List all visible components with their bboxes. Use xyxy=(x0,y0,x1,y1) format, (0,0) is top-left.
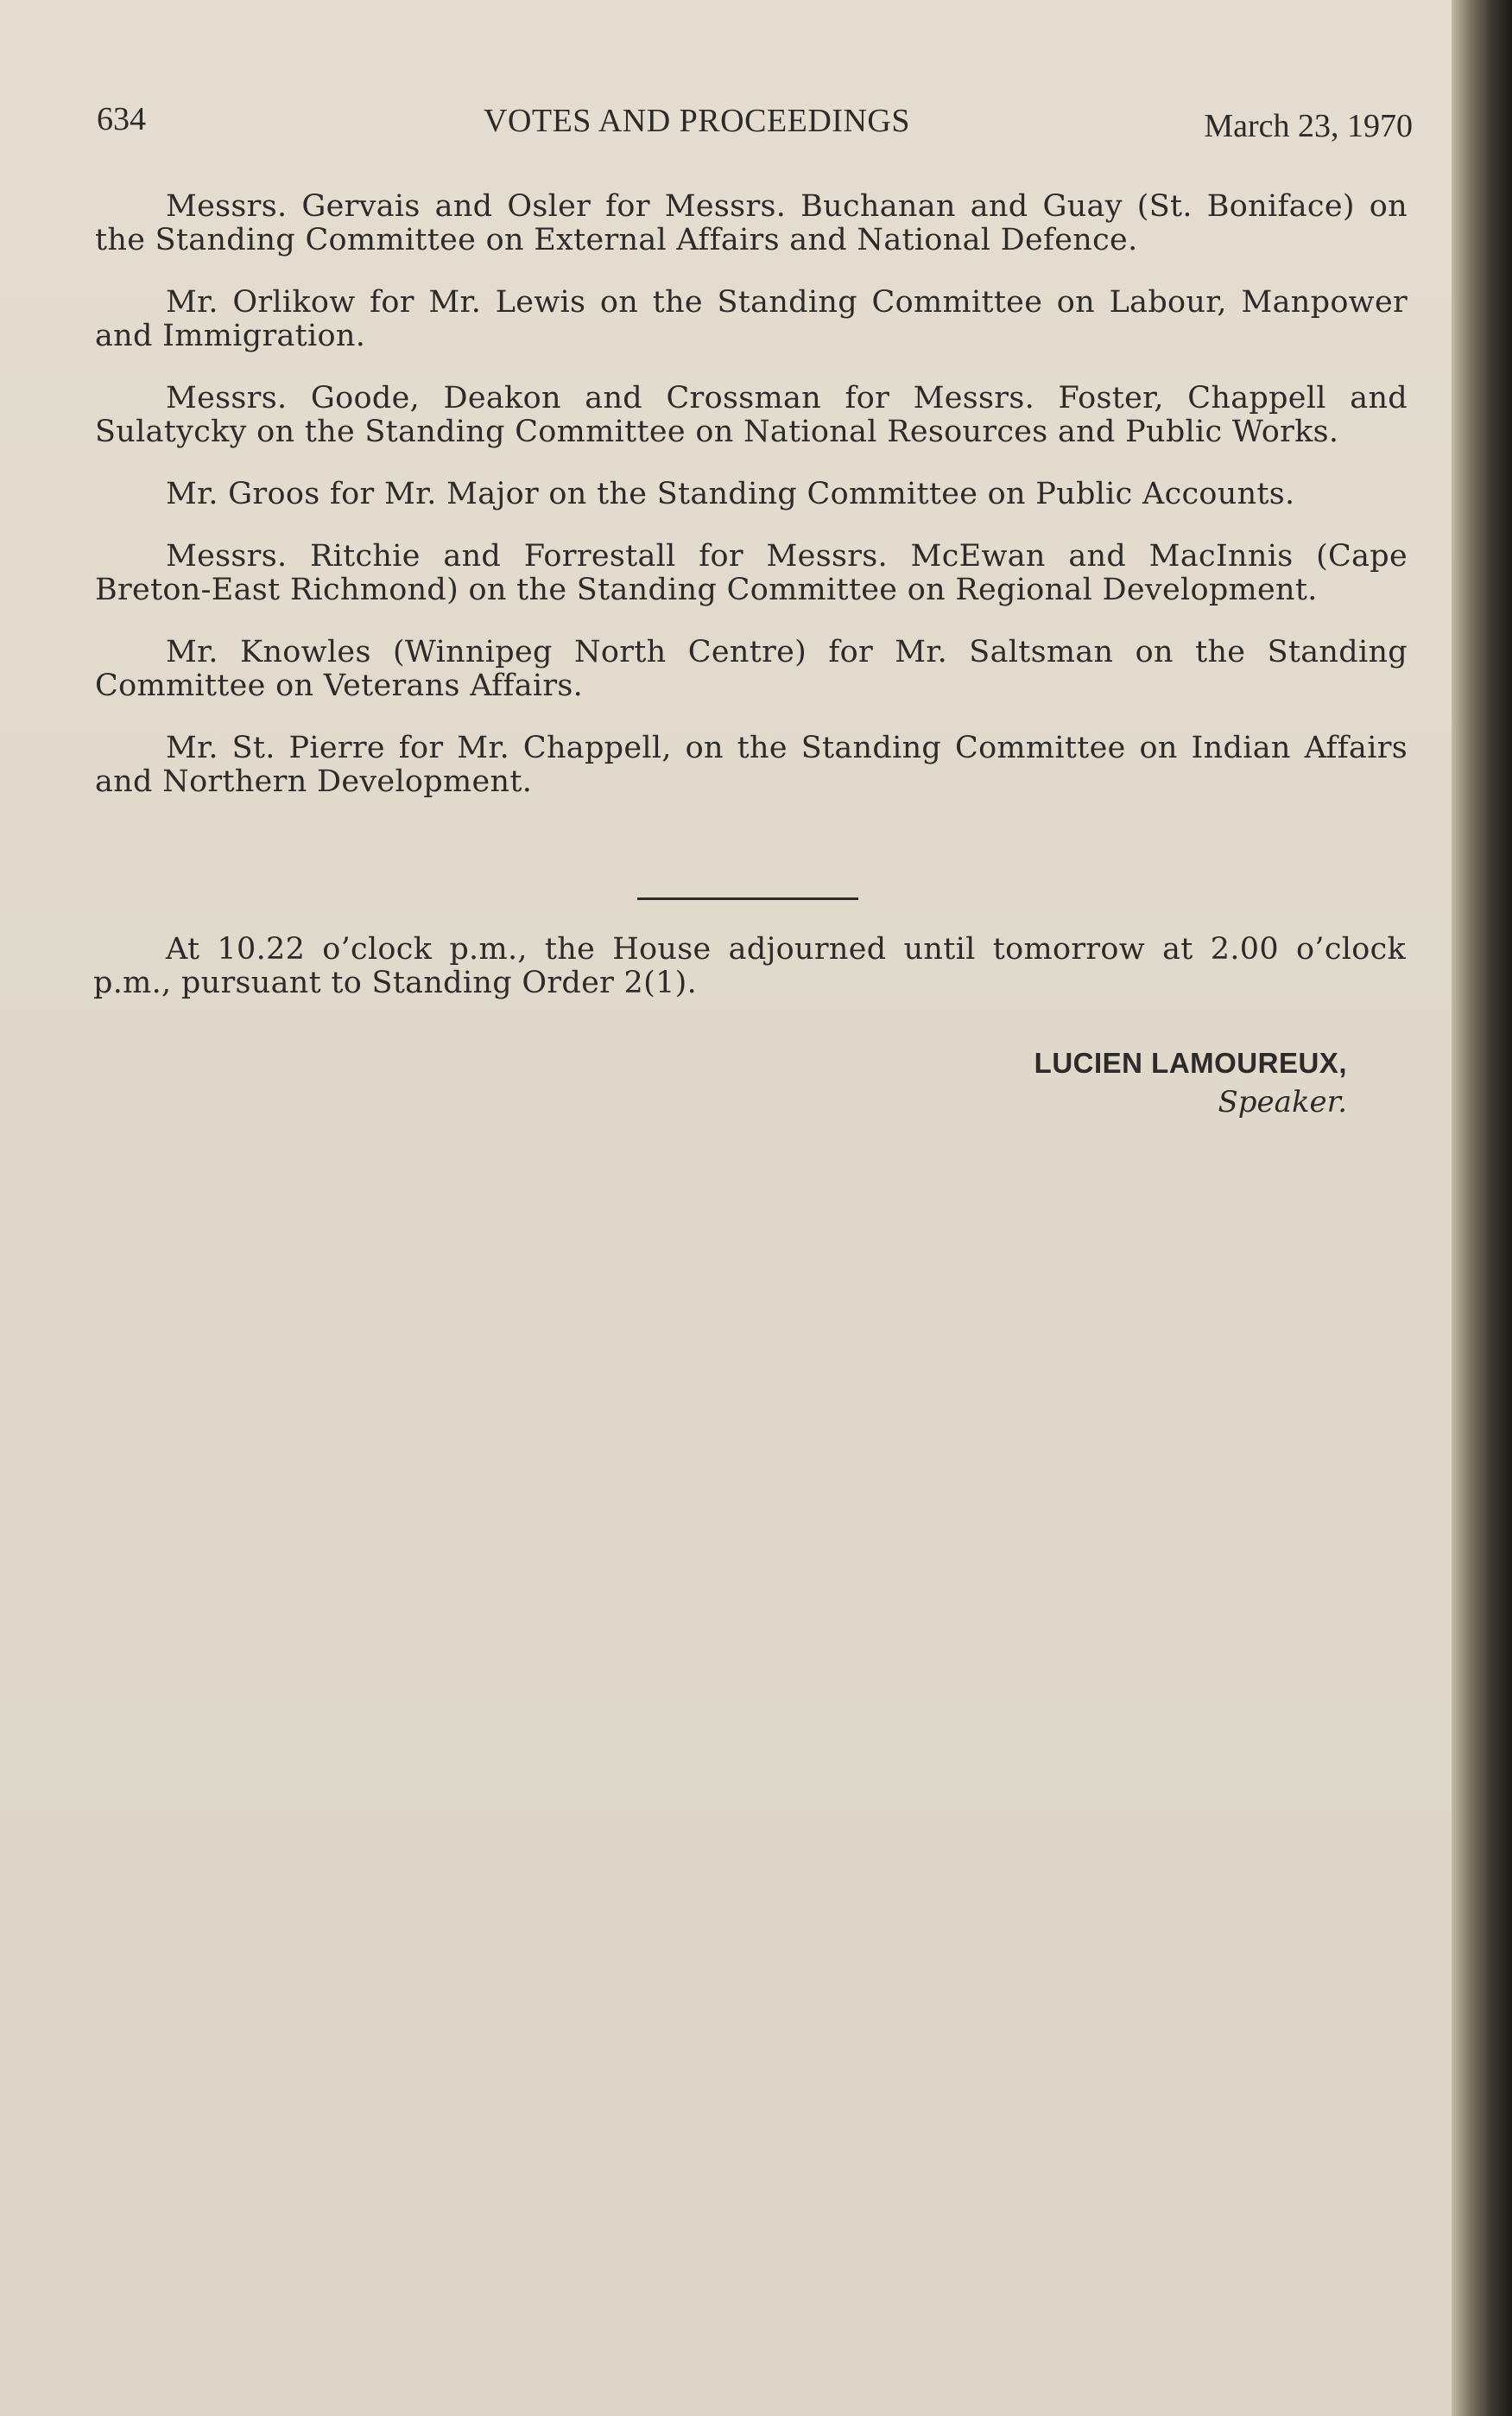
adjournment-notice: At 10.22 o’clock p.m., the House adjourned until tomorrow at 2.00 o’clock p.m., pursuant to Standing Order 2(1). xyxy=(93,932,1406,1000)
speaker-name: LUCIEN LAMOUREUX, xyxy=(1034,1047,1347,1079)
paragraph-labour: Mr. Orlikow for Mr. Lewis on the Standing Committee on Labour, Manpower and Immigration. xyxy=(95,285,1408,353)
paragraph-public-accounts: Mr. Groos for Mr. Major on the Standing Committee on Public Accounts. xyxy=(166,477,1295,511)
section-divider xyxy=(637,897,858,900)
book-spine-shadow xyxy=(1452,0,1512,2416)
paragraph-external-affairs: Messrs. Gervais and Osler for Messrs. Buchanan and Guay (St. Boniface) on the Standing Committee on External Affairs and National Defence. xyxy=(95,189,1408,257)
paragraph-indian-affairs: Mr. St. Pierre for Mr. Chappell, on the Standing Committee on Indian Affairs and Northern Development. xyxy=(95,731,1408,799)
signature-block xyxy=(915,1047,1347,1119)
paragraph-regional-development: Messrs. Ritchie and Forrestall for Messrs. McEwan and MacInnis (Cape Breton-East Richmond) on the Standing Committee on Regional Development. xyxy=(95,539,1408,607)
paragraph-national-resources: Messrs. Goode, Deakon and Crossman for Messrs. Foster, Chappell and Sulatycky on the Standing Committee on National Resources and Public Works. xyxy=(95,381,1408,449)
running-title: VOTES AND PROCEEDINGS xyxy=(484,103,910,139)
header-date: March 23, 1970 xyxy=(1204,108,1413,144)
paragraph-veterans-affairs: Mr. Knowles (Winnipeg North Centre) for Mr. Saltsman on the Standing Committee on Veterans Affairs. xyxy=(95,635,1408,703)
speaker-title: Speaker. xyxy=(1218,1085,1347,1119)
substitution-list xyxy=(95,190,1408,828)
page-header xyxy=(97,100,1413,152)
page-number: 634 xyxy=(97,101,146,137)
